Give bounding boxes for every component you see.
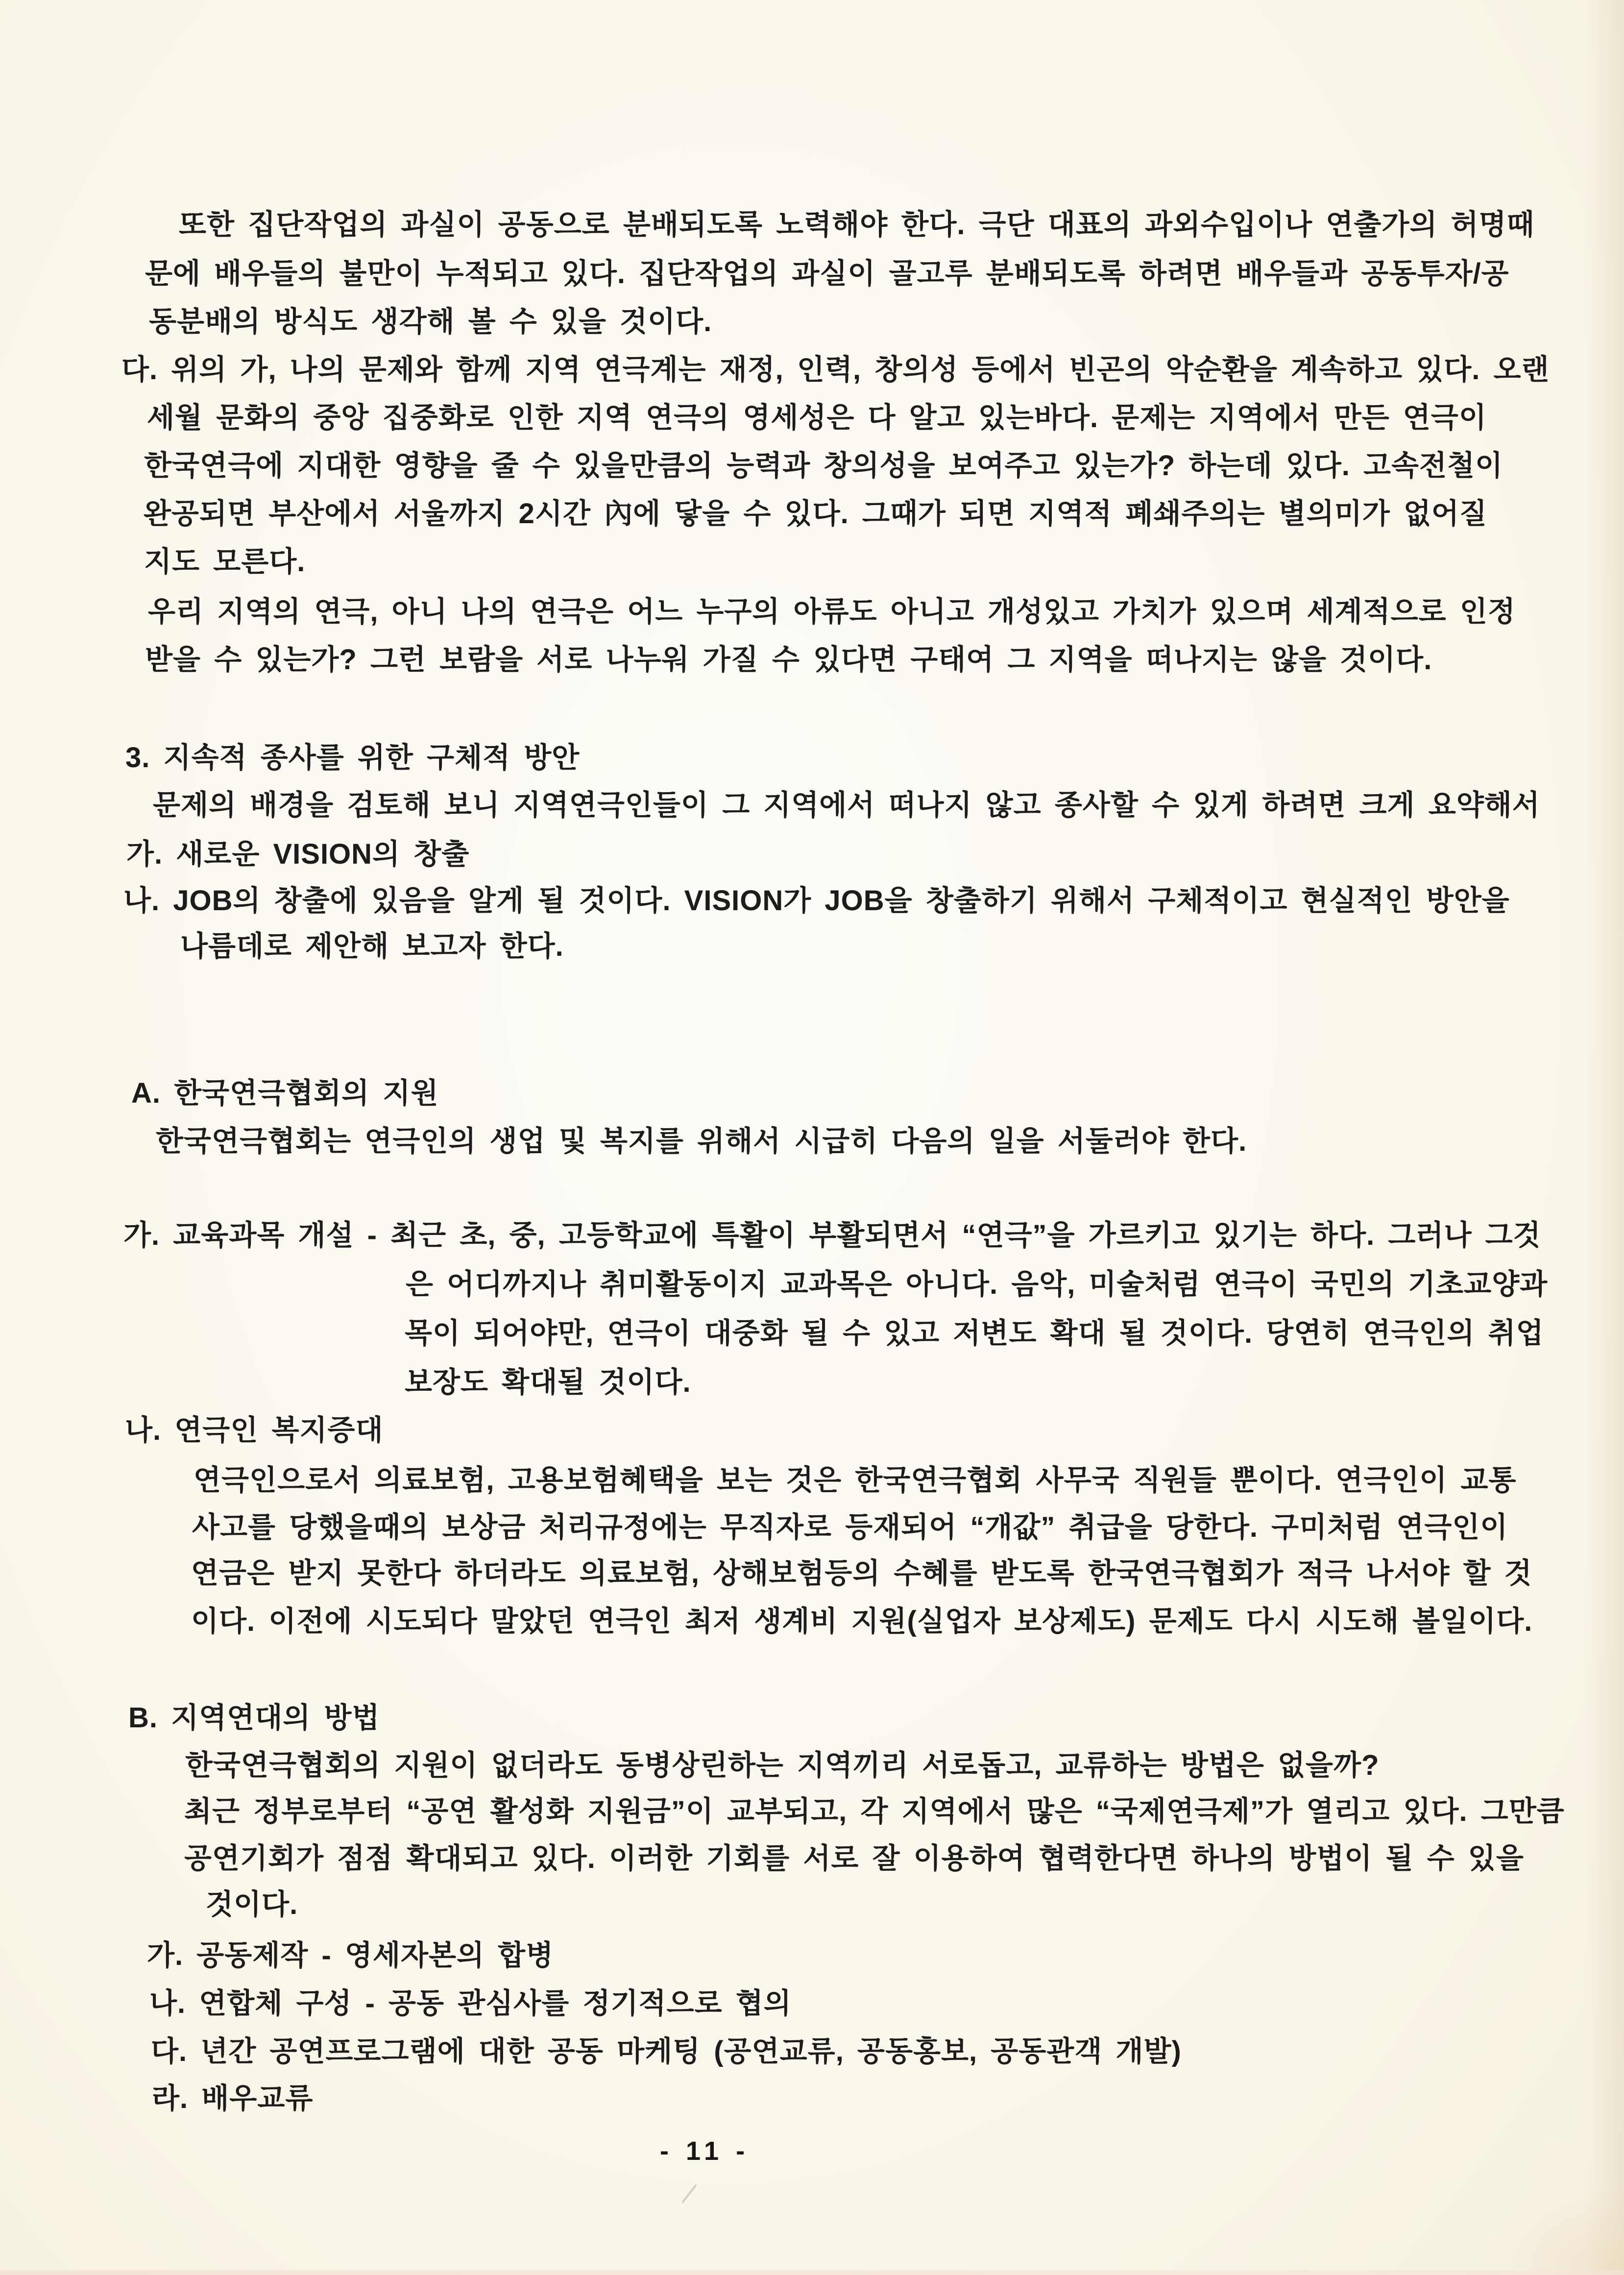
document-line: 이다. 이전에 시도되다 말았던 연극인 최저 생계비 지원(실업자 보상제도) 문제도 다시 시도해 볼일이다. (191, 1605, 1533, 1637)
document-line: 한국연극협회의 지원이 없더라도 동병상린하는 지역끼리 서로돕고, 교류하는 방법은 없을까? (185, 1749, 1380, 1781)
document-line: 문에 배우들의 불만이 누적되고 있다. 집단작업의 과실이 골고루 분배되도록 하려면 배우들과 공동투자/공 (145, 258, 1509, 290)
document-line: 나. 연합체 구성 - 공동 관심사를 정기적으로 협의 (149, 1987, 792, 2019)
document-line: 나. 연극인 복지증대 (125, 1414, 384, 1446)
document-line: 나름데로 제안해 보고자 한다. (180, 930, 564, 962)
document-line: 받을 수 있는가? 그런 보람을 서로 나누워 가질 수 있다면 구태여 그 지역을 떠나지는 않을 것이다. (145, 644, 1432, 676)
document-line: 공연기회가 점점 확대되고 있다. 이러한 기회를 서로 잘 이용하여 협력한다면 하나의 방법이 될 수 있을 (184, 1842, 1524, 1874)
document-line: 가. 공동제작 - 영세자본의 합병 (147, 1939, 554, 1971)
document-line: 것이다. (206, 1888, 298, 1920)
document-line: 연금은 받지 못한다 하더라도 의료보험, 상해보험등의 수혜를 받도록 한국연극협회가 적극 나서야 할 것 (191, 1557, 1532, 1589)
document-line: 다. 위의 가, 나의 문제와 함께 지역 연극계는 재정, 인력, 창의성 등에서 빈곤의 악순환을 계속하고 있다. 오랜 (121, 354, 1550, 386)
document-line: 세월 문화의 중앙 집중화로 인한 지역 연극의 영세성은 다 알고 있는바다. 문제는 지역에서 만든 연극이 (147, 402, 1487, 434)
document-line: 가. 새로운 VISION의 창출 (126, 838, 470, 870)
document-line: 지도 모른다. (144, 546, 306, 578)
document-line: 보장도 확대될 것이다. (405, 1366, 691, 1398)
document-line: 또한 집단작업의 과실이 공동으로 분배되도록 노력해야 한다. 극단 대표의 과외수입이나 연출가의 허명때 (179, 209, 1535, 241)
document-line: 연극인으로서 의료보험, 고용보험혜택을 보는 것은 한국연극협회 사무국 직원들 뿐이다. 연극인이 교통 (194, 1464, 1517, 1496)
document-line: B. 지역연대의 방법 (128, 1702, 380, 1734)
document-line: 가. 교육과목 개설 - 최근 초, 중, 고등학교에 특활이 부활되면서 “연극”을 가르키고 있기는 하다. 그러나 그것 (123, 1219, 1541, 1251)
document-line: 라. 배우교류 (152, 2082, 314, 2114)
document-line: 한국연극에 지대한 영향을 줄 수 있을만큼의 능력과 창의성을 보여주고 있는가? 하는데 있다. 고속전철이 (144, 450, 1503, 482)
page-number: - 11 - (660, 2136, 750, 2166)
document-line: A. 한국연극협회의 지원 (131, 1077, 439, 1109)
document-line: 사고를 당했을때의 보상금 처리규정에는 무직자로 등재되어 “개값” 취급을 당한다. 구미처럼 연극인이 (192, 1511, 1508, 1543)
document-line: 우리 지역의 연극, 아니 나의 연극은 어느 누구의 아류도 아니고 개성있고 가치가 있으며 세계적으로 인정 (148, 596, 1516, 628)
document-line: 목이 되어야만, 연극이 대중화 될 수 있고 저변도 확대 될 것이다. 당연히 연극인의 취업 (405, 1317, 1544, 1349)
document-line: 동분배의 방식도 생각해 볼 수 있을 것이다. (149, 306, 712, 338)
document-line: 나. JOB의 창출에 있음을 알게 될 것이다. VISION가 JOB을 창출하기 위해서 구체적이고 현실적인 방안을 (123, 885, 1510, 917)
document-line: 완공되면 부산에서 서울까지 2시간 內에 닿을 수 있다. 그때가 되면 지역적 폐쇄주의는 별의미가 없어질 (144, 498, 1487, 530)
document-line: 은 어디까지나 취미활동이지 교과목은 아니다. 음악, 미술처럼 연극이 국민의 기초교양과 (406, 1268, 1548, 1300)
document-line: 최근 정부로부터 “공연 활성화 지원금”이 교부되고, 각 지역에서 많은 “국제연극제”가 열리고 있다. 그만큼 (184, 1795, 1565, 1827)
document-line: 문제의 배경을 검토해 보니 지역연극인들이 그 지역에서 떠나지 않고 종사할 수 있게 하려면 크게 요약해서 (153, 789, 1540, 821)
document-line: 다. 년간 공연프로그램에 대한 공동 마케팅 (공연교류, 공동홍보, 공동관객 개발) (151, 2035, 1182, 2067)
document-line: 한국연극협회는 연극인의 생업 및 복지를 위해서 시급히 다음의 일을 서둘러야 한다. (156, 1125, 1247, 1157)
document-line: 3. 지속적 종사를 위한 구체적 방안 (125, 742, 580, 774)
